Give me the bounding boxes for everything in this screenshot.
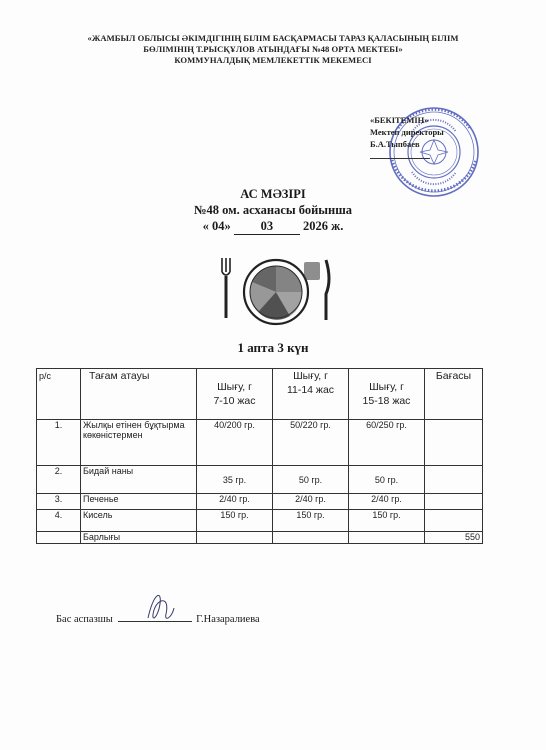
plate-illustration-icon [216,250,336,330]
row-price [425,494,483,510]
row-portion-15-18: 150 гр. [349,510,425,532]
row-portion-15-18: 50 гр. [349,466,425,494]
row-dish-name: Бидай наны [81,466,197,494]
table-row [37,420,483,466]
total-label: Барлығы [81,532,197,544]
total-empty-cell [273,532,349,544]
menu-title-block [150,186,396,235]
table-row [37,494,483,510]
row-portion-11-14: 50/220 гр. [273,420,349,466]
col-header-dish: Тағам атауы [81,369,197,420]
table-total-row [37,532,483,544]
row-portion-11-14: 2/40 гр. [273,494,349,510]
approval-position: Мектеп директоры [370,127,444,137]
table-row [37,510,483,532]
col-header-7-10-line1: Шығу, г [217,381,252,393]
date-month: 03 [234,218,300,235]
row-portion-11-14: 50 гр. [273,466,349,494]
col-header-15-18-line1: Шығу, г [369,381,404,393]
total-empty-cell [37,532,81,544]
school-header [40,33,506,66]
row-number: 4. [37,510,81,532]
row-portion-7-10: 150 гр. [197,510,273,532]
menu-subheading: №48 ом. асханасы бойынша [193,203,353,217]
row-portion-11-14: 150 гр. [273,510,349,532]
signature-line [118,612,192,622]
approval-block [370,114,490,159]
row-dish-name: Кисель [81,510,197,532]
row-portion-7-10: 2/40 гр. [197,494,273,510]
row-portion-7-10: 35 гр. [197,466,273,494]
date-day: « 04» [202,219,231,233]
signature-block [56,612,356,625]
col-header-7-10 [197,369,273,420]
row-price [425,420,483,466]
row-portion-15-18: 2/40 гр. [349,494,425,510]
row-number: 3. [37,494,81,510]
signature-name: Г.Назаралиева [196,614,260,625]
col-header-11-14 [273,369,349,420]
menu-date [150,218,396,235]
row-dish-name: Печенье [81,494,197,510]
approval-signature-line [370,150,430,159]
table-header-row [37,369,483,420]
col-header-7-10-line2: 7-10 жас [213,395,256,407]
date-year: 2026 ж. [303,219,344,233]
row-dish-name: Жылқы етінен бұқтырма көкөністермен [81,420,197,466]
col-header-15-18-line2: 15-18 жас [362,395,411,407]
approval-title: «БЕКІТЕМІН» [370,115,429,125]
table-row [37,466,483,494]
col-header-price: Бағасы [425,369,483,420]
total-empty-cell [197,532,273,544]
header-line-1: «ЖАМБЫЛ ОБЛЫСЫ ӘКІМДІГІНІҢ БІЛІМ БАСҚАРМАСЫ ТАРАЗ ҚАЛАСЫНЫҢ БІЛІМ [87,33,459,43]
menu-heading: АС МӘЗІРІ [240,187,306,201]
approval-name: Б.А.Тыпбаев [370,139,420,149]
col-header-11-14-line2: 11-14 жас [286,384,335,396]
row-price [425,510,483,532]
header-line-2: БӨЛІМІНІҢ Т.РЫСҚҰЛОВ АТЫНДАҒЫ №48 ОРТА МЕКТЕБІ» [143,44,403,54]
row-price [425,466,483,494]
row-portion-15-18: 60/250 гр. [349,420,425,466]
col-header-15-18 [349,369,425,420]
header-line-3: КОММУНАЛДЫҚ МЕМЛЕКЕТТІК МЕКЕМЕСІ [174,55,372,65]
week-day-label: 1 апта 3 күн [237,340,309,355]
signature-role: Бас аспазшы [56,614,113,625]
menu-table [36,368,483,544]
col-header-11-14-line1: Шығу, г [293,370,328,382]
row-number: 2. [37,466,81,494]
total-value: 550 [425,532,483,544]
row-number: 1. [37,420,81,466]
row-portion-7-10: 40/200 гр. [197,420,273,466]
total-empty-cell [349,532,425,544]
col-header-number: р/с [37,369,81,420]
